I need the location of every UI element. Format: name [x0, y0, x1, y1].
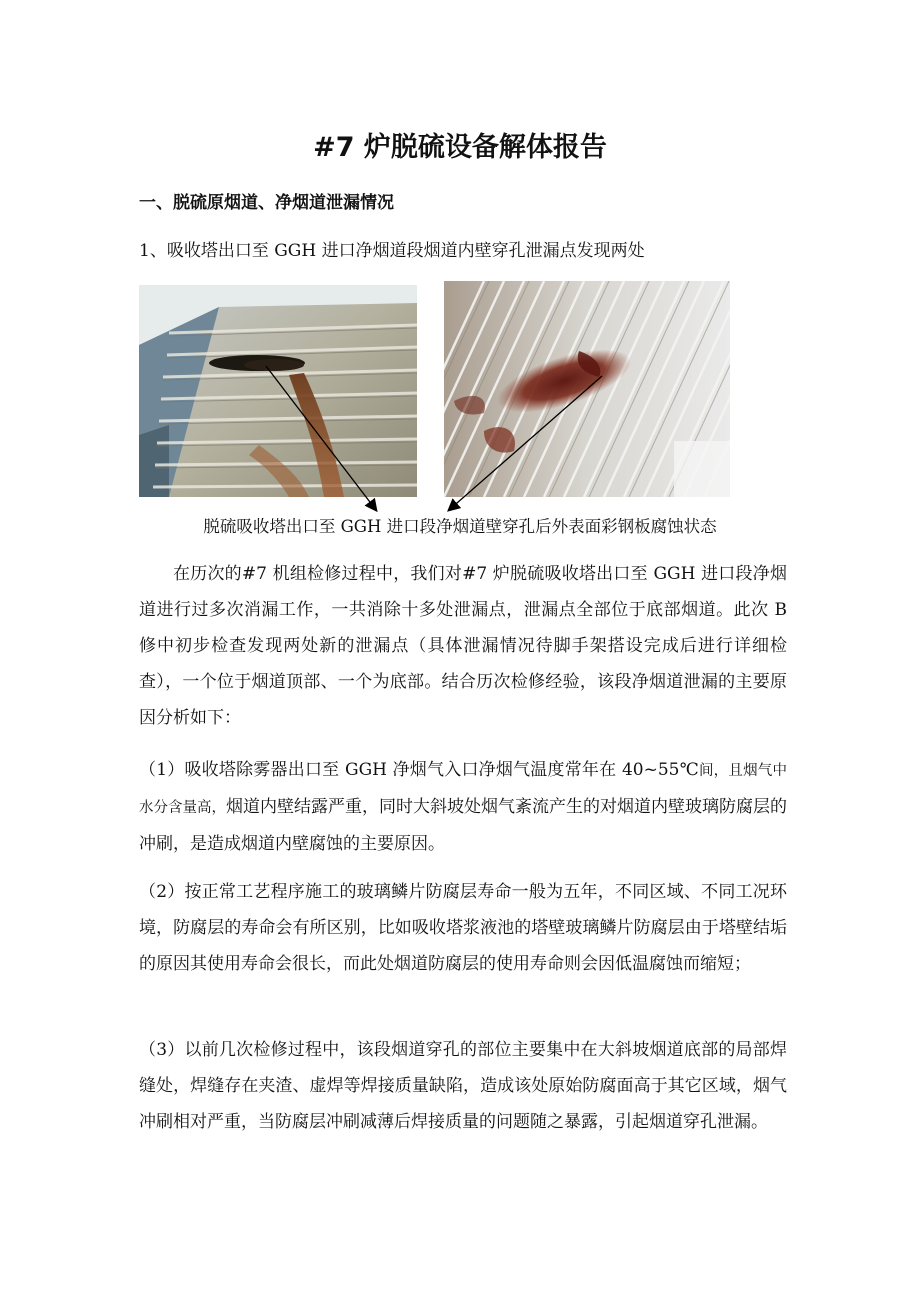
main-paragraph: 在历次的#7 机组检修过程中，我们对#7 炉脱硫吸收塔出口至 GGH 进口段净烟道进行过多次消漏工作，一共消除十多处泄漏点，泄漏点全部位于底部烟道。此次 B 修中初步检查发现两处新的泄漏点（具体泄漏情况待脚手架搭设完成后进行详细检查），一个位于烟道顶部、一个为底部。结合历次检修经验，该段净烟道泄漏的主要原因分析如下：: [139, 564, 787, 728]
reason-1-main: （1）吸收塔除雾器出口至 GGH 净烟气入口净烟气温度常年在 40~55℃: [139, 760, 699, 780]
photo-caption: 脱硫吸收塔出口至 GGH 进口段净烟道壁穿孔后外表面彩钢板腐蚀状态: [203, 517, 717, 536]
reason-1-rest: 烟道内壁结露严重，同时大斜坡处烟气紊流产生的对烟道内壁玻璃防腐层的冲刷，是造成烟道内壁腐蚀的主要原因。: [139, 797, 787, 854]
corroded-steel-panel-photo-icon: [444, 281, 730, 497]
reason-2: （2）按正常工艺程序施工的玻璃鳞片防腐层寿命一般为五年，不同区域、不同工况环境，防腐层的寿命会有所区别，比如吸收塔浆液池的塔壁玻璃鳞片防腐层由于塔壁结垢的原因其使用寿命会很长，而此处烟道防腐层的使用寿命则会因低温腐蚀而缩短；: [139, 882, 787, 974]
reason-3: （3）以前几次检修过程中，该段烟道穿孔的部位主要集中在大斜坡烟道底部的局部焊缝处，焊缝存在夹渣、虚焊等焊接质量缺陷，造成该处原始防腐面高于其它区域，烟气冲刷相对严重，当防腐层冲刷减薄后焊接质量的问题随之暴露，引起烟道穿孔泄漏。: [139, 1040, 787, 1132]
reason-1-small: 间，且烟气中水分含量高，: [139, 763, 788, 816]
corroded-duct-interior-photo-icon: [139, 285, 417, 497]
section-heading: 一、脱硫原烟道、净烟道泄漏情况: [139, 193, 394, 213]
report-title: #7 炉脱硫设备解体报告: [313, 132, 607, 163]
reason-1: [139, 752, 787, 862]
item-1-text: 1、吸收塔出口至 GGH 进口净烟道段烟道内壁穿孔泄漏点发现两处: [139, 241, 645, 261]
